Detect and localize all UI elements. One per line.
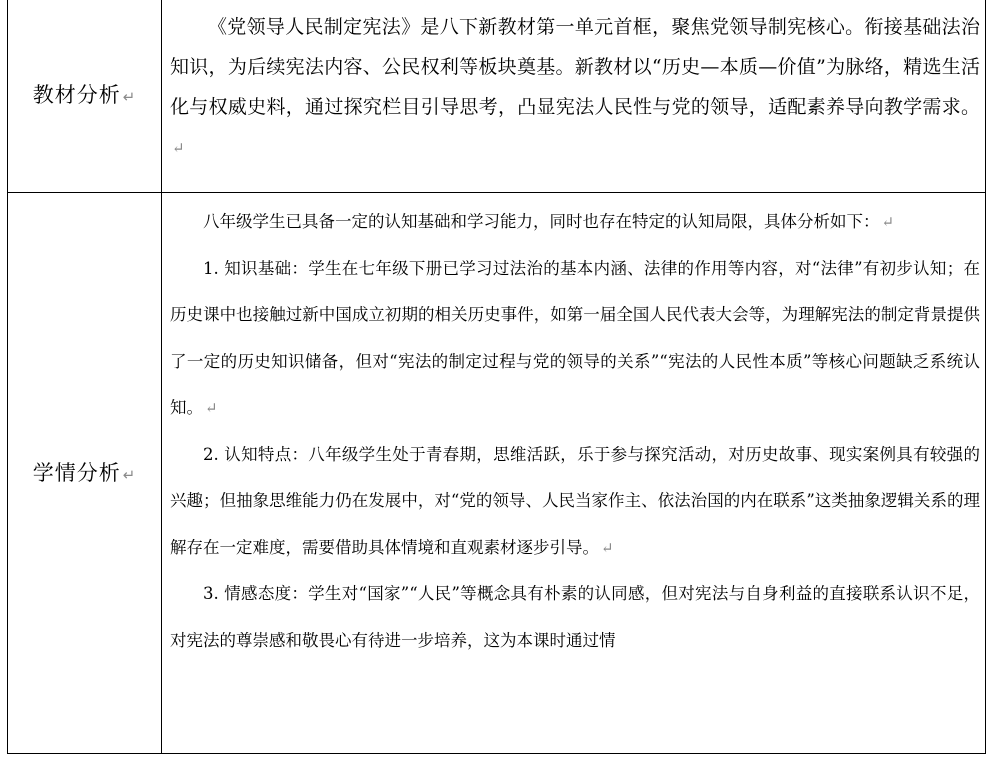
paragraph-mark-icon: ↵ — [601, 538, 614, 557]
paragraph-mark-icon: ↵ — [881, 213, 895, 231]
textbook-analysis-paragraph: 《党领导人民制定宪法》是八下新教材第一单元首框，聚焦党领导制宪核心。衔接基础法治知识，为后续宪法内容、公民权利等板块奠基。新教材以“历史—本质—价值”为脉络，精选生活化与权威史料，通过探究栏目引导思考，凸显宪法人民性与党的领导，适配素养导向教学需求。↵ — [170, 16, 980, 157]
paragraph-mark-icon: ↵ — [205, 399, 218, 417]
textbook-analysis-cell — [170, 7, 980, 168]
row-label-textbook-analysis: 教材分析 ↵ — [32, 83, 137, 107]
row-label-learner-analysis: 学情分析 ↵ — [32, 461, 137, 485]
paragraph-mark-icon: ↵ — [122, 88, 137, 106]
row-divider — [8, 192, 985, 193]
analysis-table — [7, 0, 986, 754]
knowledge-basis-paragraph: 1. 知识基础：学生在七年级下册已学习过法治的基本内涵、法律的作用等内容，对“法律”有初步认知；在历史课中也接触过新中国成立初期的相关历史事件，如第一届全国人民代表大会等，为理解宪法的制定背景提供了一定的历史知识储备，但对“宪法的制定过程与党的领导的关系”“宪法的人民性本质”等核心问题缺乏系统认知。 ↵ — [170, 258, 980, 417]
paragraph-mark-icon: ↵ — [172, 139, 185, 157]
column-divider — [161, 0, 162, 753]
learner-analysis-cell — [170, 199, 980, 664]
emotional-attitude-paragraph: 3. 情感态度：学生对“国家”“人民”等概念具有朴素的认同感，但对宪法与自身利益的直接联系认识不足，对宪法的尊崇感和敬畏心有待进一步培养，这为本课时通过情 — [170, 584, 980, 650]
learner-intro-paragraph: 八年级学生已具备一定的认知基础和学习能力，同时也存在特定的认知局限，具体分析如下： ↵ — [203, 212, 895, 231]
paragraph-mark-icon: ↵ — [122, 466, 137, 484]
cognitive-traits-paragraph: 2. 认知特点：八年级学生处于青春期，思维活跃，乐于参与探究活动，对历史故事、现实案例具有较强的兴趣；但抽象思维能力仍在发展中，对“党的领导、人民当家作主、依法治国的内在联系”这类抽象逻辑关系的理解存在一定难度，需要借助具体情境和直观素材逐步引导。 ↵ — [170, 444, 980, 557]
